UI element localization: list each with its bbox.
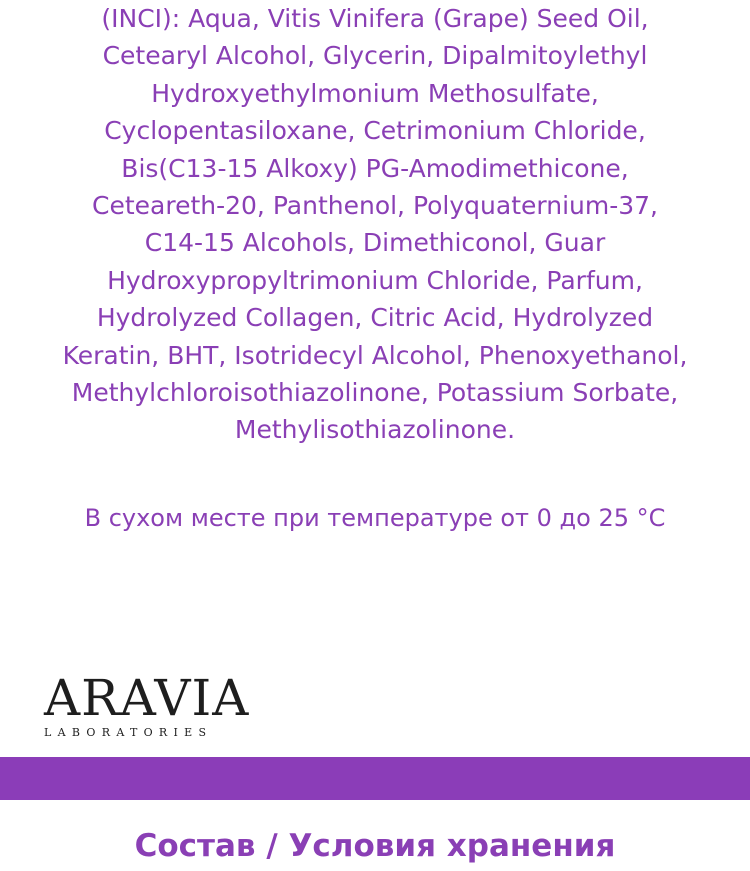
ingredients-line: Hydroxyethylmonium Methosulfate, [151,78,599,108]
ingredients-line: Bis(C13-15 Alkoxy) PG-Amodimethicone, [121,153,629,183]
aravia-logo [44,669,254,740]
logo-subtitle: LABORATORIES [44,726,213,739]
ingredients-line: Cyclopentasiloxane, Cetrimonium Chloride, [104,116,646,146]
ingredients-line: (INCI): Aqua, Vitis Vinifera (Grape) Seed Oil, [101,4,649,33]
ingredients-line: Methylchloroisothiazolinone, Potassium Sorbate, [71,378,679,408]
purple-divider-band [0,757,750,800]
ingredients-line: C14-15 Alcohols, Dimethiconol, Guar [144,228,606,258]
ingredients-line: Hydroxypropyltrimonium Chloride, Parfum, [107,265,643,295]
storage-conditions: В сухом месте при температуре от 0 до 25 °C [84,504,666,532]
ingredients-line: Hydrolyzed Collagen, Citric Acid, Hydrolyzed [96,303,654,333]
ingredients-line: Methylisothiazolinone. [234,415,516,445]
section-title: Состав / Условия хранения [134,828,616,864]
logo-wordmark: ARAVIA [44,669,250,727]
ingredients-line: Ceteareth-20, Panthenol, Polyquaternium-37, [92,191,658,221]
ingredients-line: Cetearyl Alcohol, Glycerin, Dipalmitoylethyl [102,41,648,71]
ingredients-line: Keratin, BHT, Isotridecyl Alcohol, Phenoxyethanol, [62,340,688,370]
